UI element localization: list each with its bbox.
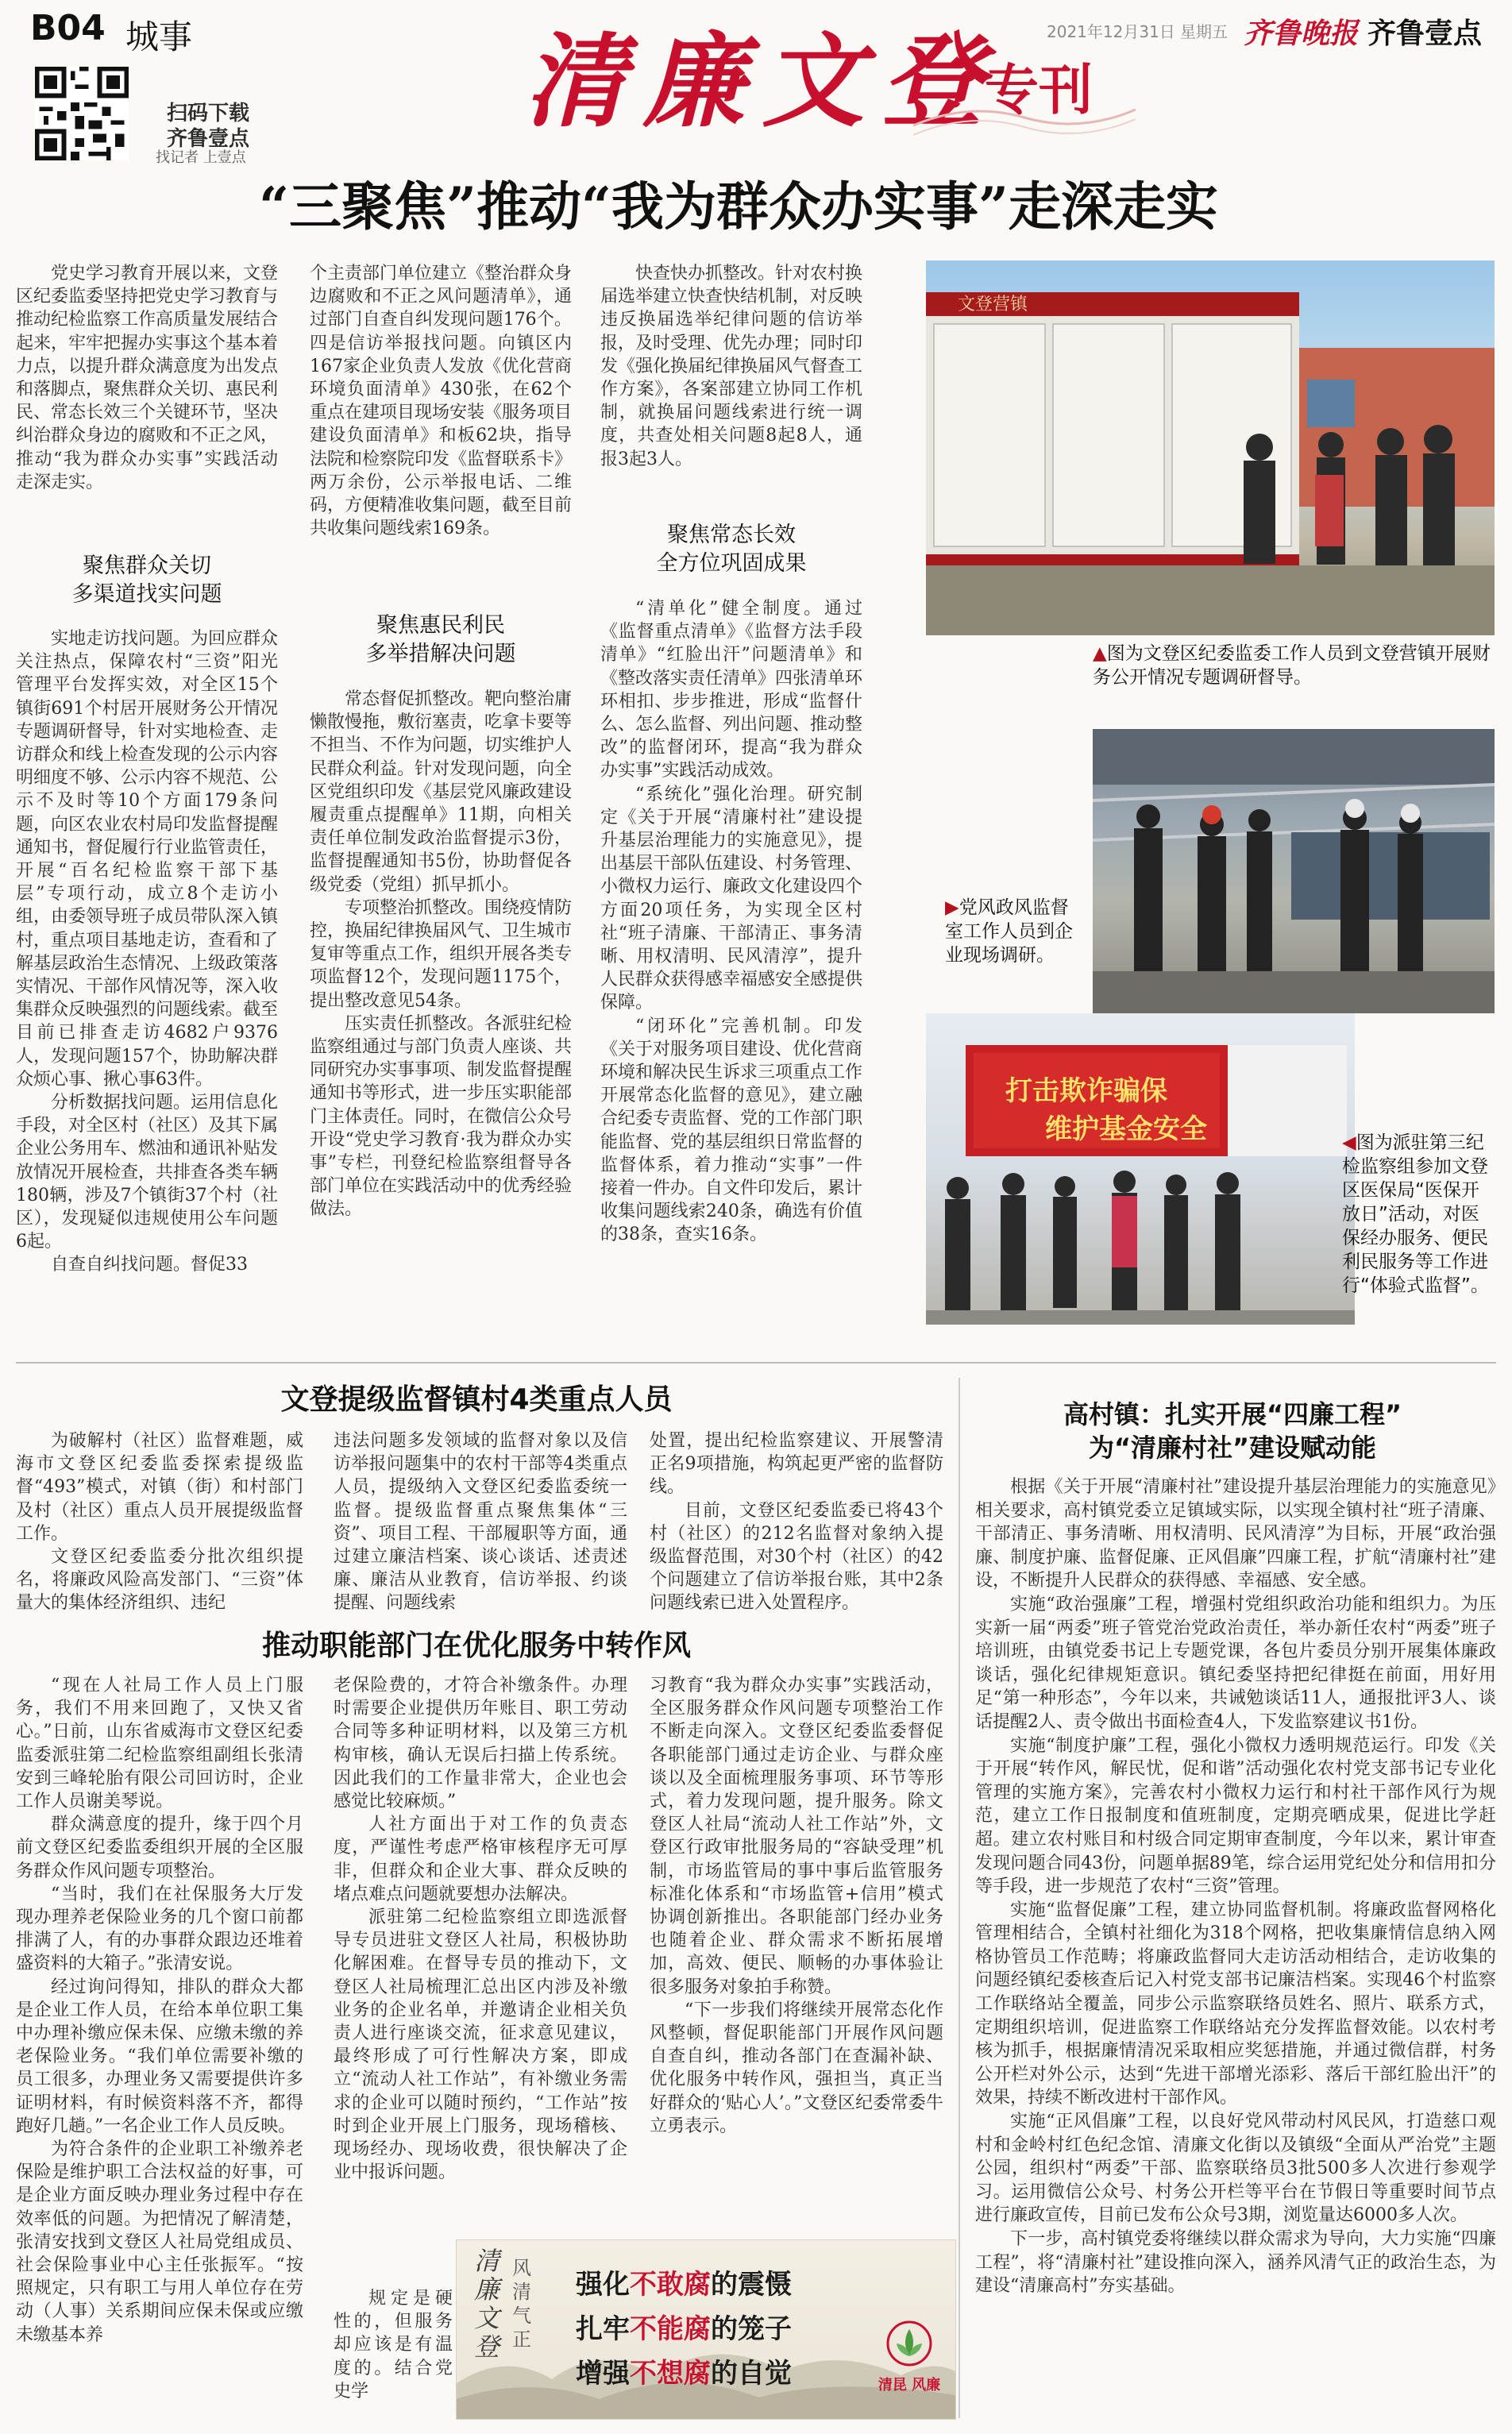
article3-paragraph: “当时，我们在社保服务大厅发现办理养老保险业务的几个窗口前都排满了人，有的办事群众跟边还堆着盛资料的大箱子。”张清安说。 [16,1884,303,1974]
article3-paragraph: 习教育“我为群众办实事”实践活动，全区服务群众作风问题专项整治工作不断走向深入。文登区纪委监委督促各职能部门通过走访企业、与群众座谈以及全面梳理服务事项、环节等形式，着力发现问题，提升服务。除文登区人社局“流动人社工作站”外，文登区行政审批服务局的“容缺受理”机制，市场监管局的事中事后监管服务标准化体系和“市场监管+信用”模式协调创新推出。各职能部门经办业务也随着企业、群众需求不断拓展增加，高效、便民、顺畅的办事体验让很多服务对象拍手称赞。 [650,1676,943,1997]
article3-paragraph: 人社方面出于对工作的负责态度，严谨性考虑严格审核程序无可厚非，但群众和企业大事、群众反映的堵点难点问题就要想办法解决。 [334,1815,627,1904]
article3-paragraph: 经过询问得知，排队的群众大都是企业工作人员，在给本单位职工集中办理补缴应保未保、应缴未缴的养老保险业务。“我们单位需要补缴的员工很多，办理业务又需要提供许多证明材料，有时候资料落不齐，都得跑好几趟。”一名企业工作人员反映。 [16,1977,303,2136]
photo-medical-insurance-hall [926,1013,1355,1325]
section-divider [16,1362,1496,1364]
issue-date: 2021年12月31日 [1047,22,1175,41]
section-name: 城事 [125,17,193,56]
slogan-text: 的笼子 [711,2313,792,2345]
gaocun-body [975,1475,1496,2420]
caption-text: 图为派驻第三纪检监察组参加文登区医保局“医保开放日”活动，对医保经办服务、便民利民服务等工作进行“体验式监督”。 [1342,1132,1489,1296]
main-subhead-1b: 多渠道找实问题 [71,582,222,607]
main-paragraph: “系统化”强化治理。研究制定《关于开展“清廉村社”建设提升基层治理能力的实施意见》，提出基层干部队伍建设、村务管理、小微权力运行、廉政文化建设四个方面20项任务，为实现全区村社“班子清廉、干部清正、事务清晰、用权清明、民风清淳”，提升人民群众获得感幸福感安全感提供保障。 [600,784,862,1013]
photo1-caption [1093,642,1493,689]
main-paragraph: 自查自纠找问题。督促33 [51,1255,248,1275]
article3-paragraph: “下一步我们将继续开展常态化作风整顿，督促职能部门开展作风问题自查自纠，推动各部门在查漏补缺、优化服务中转作风，强担当，真正当好群众的‘贴心人’。”文登区纪委常委牛立勇表示。 [650,2000,943,2136]
qr-caption-3: 找记者 上壹点 [156,149,246,166]
gaocun-paragraph: 根据《关于开展“清廉村社”建设提升基层治理能力的实施意见》相关要求，高村镇党委立足镇域实际，以实现全镇村社“班子清廉、干部清正、事务清晰、用权清明、民风清淳”为目标，开展“政治强廉、制度护廉、监督促廉、正风倡廉”四廉工程，扩航“清廉村社”建设，不断提升人民群众的获得感、幸福感、安全感。 [975,1477,1496,1591]
main-paragraph: 常态督促抓整改。靶向整治庸懒散慢拖，敷衍塞责，吃拿卡要等不担当、不作为问题，切实维护人民群众利益。针对发现问题，向全区党组织印发《基层党风廉政建设履责重点提醒单》11期，向相关责任单位制发政治监督提示3份，监督提醒通知书5份，协助督促各级党委（党组）抓早抓小。 [310,689,572,895]
main-column-1-body [16,627,278,1342]
slogan-logo-text: 清昆 风廉 [878,2377,941,2393]
gaocun-headline-1: 高村镇：扎实开展“四廉工程” [1063,1399,1402,1429]
qr-code[interactable] [35,67,129,160]
slogan-line-2 [576,2307,792,2346]
main-paragraph: “闭环化”完善机制。印发《关于对服务项目建设、优化营商环境和解决民生诉求三项重点工作开展常态化监督的意见》，建立融合纪委专责监督、党的工作部门职能监督、党的基层组织日常监督的监督体系，着力推动“实事”一件接着一件办。自文件印发后，累计收集问题线索240条，确选有价值的38条，查实16条。 [600,1016,862,1245]
qr-caption-2: 齐鲁壹点 [167,127,250,151]
main-column-3-body [600,597,862,1342]
qr-caption-1: 扫码下载 [167,102,250,125]
gaocun-paragraph: 实施“政治强廉”工程，增强村党组织政治功能和组织力。为压实新一届“两委”班子管党治党政治责任，举办新任农村“两委”班子培训班，由镇党委书记上专题党课，各包片委员分别开展集体廉政谈话，强化纪律规矩意识。镇纪委坚持把纪律挺在前面，用好用足“第一种形态”，今年以来，共诫勉谈话11人，通报批评3人、谈话提醒2人、责令做出书面检查4人，下发监察建议书1份。 [975,1594,1496,1732]
gaocun-paragraph: 实施“制度护廉”工程，强化小微权力透明规范运行。印发《关于开展“转作风，解民忧，促和谐”活动强化农村党支部书记专业化管理的实施方案》，完善农村小微权力运行和村社干部作风行为规范，建立工作日报制度和值班制度，定期亮晒成果，促进比学赶超。建立农村账目和村级合同定期审查制度，今年以来，累计审查发现问题合同43份，问题单据89笔，综合运用党纪处分和信用扣分等手段，进一步规范了农村“三资”管理。 [975,1735,1496,1897]
column-divider [958,1378,960,2418]
slogan-text: 的自觉 [711,2358,792,2390]
caption-triangle-icon: ▶ [945,897,959,918]
brand-qilu-yidian: 齐鲁壹点 [1367,17,1483,50]
main-subhead-3b: 全方位巩固成果 [656,551,807,576]
article2-paragraph: 文登区纪委监委分批次组织提名，将廉政风险高发部门、“三资”体量大的集体经济组织、违纪 [16,1547,303,1614]
main-paragraph: 快查快办抓整改。针对农村换届选举建立快查快结机制，对反映违反换届选举纪律问题的信访举报，及时受理、优先办理；同时印发《强化换届纪律换届风气督查工作方案》，各案部建立协同工作机制，就换届问题线索进行统一调度，共查处相关问题8起8人，通报3起3人。 [600,264,862,469]
main-paragraph: 实地走访找问题。为回应群众关注热点，保障农村“三资”阳光管理平台发挥实效，对全区15个镇街691个村居开展财务公开情况专题调研督导，针对实地检查、走访群众和线上检查发现的公示内容明细度不够、公示内容不规范、公示不及时等10个方面179条问题，向区农业农村局印发监督提醒通知书，督促履行行业监管责任，开展“百名纪检监察干部下基层”专项行动，成立8个走访小组，由委领导班子成员带队深入镇村，重点项目基地走访，查看和了解基层政治生态情况、上级政策落实情况、干部作风情况等，深入收集群众反映强烈的问题线索。截至目前已排查走访4682户9376人，发现问题157个，协助解决群众烦心事、揪心事63件。 [16,629,278,1090]
masthead-special: 专刊 [985,60,1094,122]
photo-bulletin-board [926,260,1495,635]
article3-paragraph: 规定是硬性的，但服务却应该是有温度的。结合党史学 [334,2289,453,2401]
masthead-title: 清廉文登 [524,22,1001,141]
article2-paragraph: 为破解村（社区）监督难题，威海市文登区纪委监委探索提级监督“493”模式，对镇（街）和村部门及村（社区）重点人员开展提级监督工作。 [16,1431,303,1544]
photo-enterprise-visit [1093,729,1495,1013]
slogan-emphasis: 不敢腐 [630,2269,711,2301]
article3-col3 [650,1674,943,2231]
article3-headline: 推动职能部门在优化服务中转作风 [261,1630,691,1662]
article2-headline: 文登提级监督镇村4类重点人员 [280,1383,673,1416]
main-paragraph: 压实责任抓整改。各派驻纪检监察组通过与部门负责人座谈、共同研究办实事事项、制发监督提醒通知书等形式，进一步压实职能部门主体责任。同时，在微信公众号开设“党史学习教育·我为群众办实事”专栏，刊登纪检监察组督导各部门单位在实践活动中的优秀经验做法。 [310,1013,572,1220]
article3-col2-tail [334,2287,453,2419]
main-paragraph: 专项整治抓整改。围绕疫情防控，换届纪律换届风气、卫生城市复审等重点工作，组织开展各类专项监督12个，发现问题1175个，提出整改意见54条。 [310,897,572,1011]
slogan-text: 扎牢 [576,2313,630,2345]
main-column-3 [600,262,862,500]
article3-paragraph: 老保险费的，才符合补缴条件。办理时需要企业提供历年账目、职工劳动合同等多种证明材料，以及第三方机构审核，确认无误后扫描上传系统。因此我们的工作量非常大，企业也会感觉比较麻烦。” [334,1676,627,1812]
main-column-2-body [310,688,572,1342]
slogan-line-1 [576,2262,792,2301]
slogan-text: 的震慑 [711,2269,792,2301]
issue-weekday: 星期五 [1180,22,1228,41]
lotus-logo-icon [885,2320,933,2367]
main-subhead-3a: 聚焦常态长效 [667,523,796,547]
page-number: B04 [30,8,106,48]
article3-paragraph: 派驻第二纪检监察组立即选派督导专员进驻文登区人社局，积极协助化解困难。在督导专员的推动下，文登区人社局梳理汇总出区内涉及补缴业务的企业名单，并邀请企业相关负责人进行座谈交流，征求意见建议，最终形成了可行性解决方案，即成立“流动人社工作站”，有补缴业务需求的企业可以随时预约，“工作站”按时到企业开展上门服务，现场稽核、现场经办、现场收费，很快解决了企业中报诉问题。 [334,1907,627,2183]
slogan-banner [456,2239,956,2420]
gaocun-headline-2: 为“清廉村社”建设赋动能 [1088,1433,1377,1463]
article2-col1 [16,1429,303,1614]
article2-paragraph: 目前，文登区纪委监委已将43个村（社区）的212名监督对象纳入提级监督范围，对30个村（社区）的42个问题建立了信访举报台账，其中2条问题线索已进入处置程序。 [650,1500,943,1614]
brand-qilu-evening: 齐鲁晚报 [1244,17,1359,50]
photo1-sign-text: 文登营镇 [958,295,1028,314]
photo2-caption [945,896,1086,967]
article2-paragraph: 处置，提出纪检监察建议、开展警清正名9项措施，构筑起更严密的监督防线。 [650,1431,943,1498]
caption-triangle-icon: ▲ [1093,643,1107,664]
caption-text: 图为文登区纪委监委工作人员到文登营镇开展财务公开情况专题调研督导。 [1093,643,1491,688]
slogan-emphasis: 不想腐 [630,2358,711,2390]
slogan-text: 增强 [576,2358,630,2390]
slogan-vertical-1: 清廉文登 [474,2246,500,2362]
caption-triangle-icon: ◀ [1342,1132,1356,1153]
article2-paragraph: 违法问题多发领域的监督对象以及信访举报问题集中的农村干部等4类重点人员，提级纳入文登区纪委监委统一监督。提级监督重点聚焦集体“三资”、项目工程、干部履职等方面，通过建立廉洁档案、谈心谈话、述责述廉、廉洁从业教育，信访举报、约谈提醒、问题线索 [334,1431,627,1614]
article3-col2 [334,1674,627,2246]
main-paragraph: 分析数据找问题。运用信息化手段，对全区村（社区）及其下属企业公务用车、燃油和通讯补贴发放情况开展检查，共排查各类车辆180辆，涉及7个镇街37个村（社区），发现疑似违规使用公车问题6起。 [16,1093,278,1252]
main-subhead-2b: 多举措解决问题 [365,642,516,666]
main-intro: 党史学习教育开展以来，文登区纪委监委坚持把党史学习教育与推动纪检监察工作高质量发展结合起来，牢牢把握办实事这个基本着力点，以提升群众满意度为出发点和落脚点，聚焦群众关切、惠民利民、常态长效三个关键环节，坚决纠治群众身边的腐败和不正之风，推动“我为群众办实事”实践活动走深走实。 [16,264,278,492]
photo3-banner-2: 维护基金安全 [1045,1113,1207,1145]
slogan-emphasis: 不能腐 [630,2313,711,2345]
article3-col1 [16,1674,303,2420]
main-headline: “三聚焦”推动“我为群众办实事”走深走实 [259,176,1218,237]
photo3-caption [1342,1131,1496,1298]
article2-col3 [650,1429,943,1614]
gaocun-paragraph: 实施“监督促廉”工程，建立协同监督机制。将廉政监督网格化管理相结合，全镇村社细化为318个网格，把收集廉情信息纳入网格协管员工作范畴；将廉政监督同大走访活动相结合，走访收集的问题经镇纪委核查后记入村党支部书记廉洁档案。实现46个村监察工作联络站全覆盖，同步公示监察联络员姓名、照片、联系方式，定期组织培训，促进监察工作联络站充分发挥监督效能。以农村考核为抓手，根据廉情清况采取相应奖惩措施，并通过微信群，村务公开栏对外公示，达到“先进干部增光添彩、落后干部红脸出汗”的效果，持续不断改进村干部作风。 [975,1900,1496,2108]
slogan-text: 强化 [576,2269,630,2301]
slogan-line-3 [576,2351,792,2390]
main-paragraph: “清单化”健全制度。通过《监督重点清单》《监督方法手段清单》“红脸出汗”问题清单》和《整改落实责任清单》四张清单环环相扣、步步推进，形成“监督什么、怎么监督、列出问题、推动整改”的监督闭环，提高“我为群众办实事”实践活动成效。 [600,599,862,781]
main-column-2 [310,262,572,596]
article3-paragraph: “现在人社局工作人员上门服务，我们不用来回跑了，又快又省心。”日前，山东省威海市文登区纪委监委派驻第二纪检监察组副组长张清安到三峰轮胎有限公司回访时，企业工作人员谢美琴说。 [16,1676,303,1812]
article2-col2 [334,1429,627,1614]
main-paragraph: 个主责部门单位建立《整治群众身边腐败和不正之风问题清单》，通过部门自查自纠发现问题176个。四是信访举报找问题。向镇区内167家企业负责人发放《优化营商环境负面清单》430张，在62个重点在建项目现场安装《服务项目建设负面清单》和板62块，指导法院和检察院印发《监督联系卡》两万余份，公示举报电话、二维码，方便精准收集问题，截至目前共收集问题线索169条。 [310,264,572,539]
main-subhead-1a: 聚焦群众关切 [83,554,211,578]
caption-text: 党风政风监督室工作人员到企业现场调研。 [945,897,1073,966]
gaocun-paragraph: 下一步，高村镇党委将继续以群众需求为导向，大力实施“四廉工程”，将“清廉村社”建设推向深入，涵养风清气正的政治生态，为建设“清廉高村”夯实基础。 [975,2229,1496,2297]
masthead-wave [913,94,1136,141]
gaocun-paragraph: 实施“正风倡廉”工程，以良好党风带动村风民风，打造慈口观村和金岭村红色纪念馆、清廉文化街以及镇级“全面从严治党”主题公园，组织村“两委”干部、监察联络员3批500多人次进行参观学习。运用微信公众号、村务公开栏等平台在节假日等重要时间节点进行廉政宣传，目前已发布公众号3期，浏览量达6000多人次。 [975,2112,1496,2226]
main-subhead-2a: 聚焦惠民利民 [376,613,505,638]
photo3-banner-1: 打击欺诈骗保 [1005,1075,1167,1107]
article3-paragraph: 群众满意度的提升，缘于四个月前文登区纪委监委组织开展的全区服务群众作风问题专项整治。 [16,1815,303,1881]
article3-paragraph: 为符合条件的企业职工补缴养老保险是维护职工合法权益的好事，可是企业方面反映办理业务过程中存在效率低的问题。为把情况了解清楚，张清安找到文登区人社局党组成员、社会保险事业中心主任张振军。“按照规定，只有职工与用人单位存在劳动（人事）关系期间应保未保或应缴未缴基本养 [16,2139,303,2345]
slogan-vertical-2: 风清气正 [512,2257,531,2351]
